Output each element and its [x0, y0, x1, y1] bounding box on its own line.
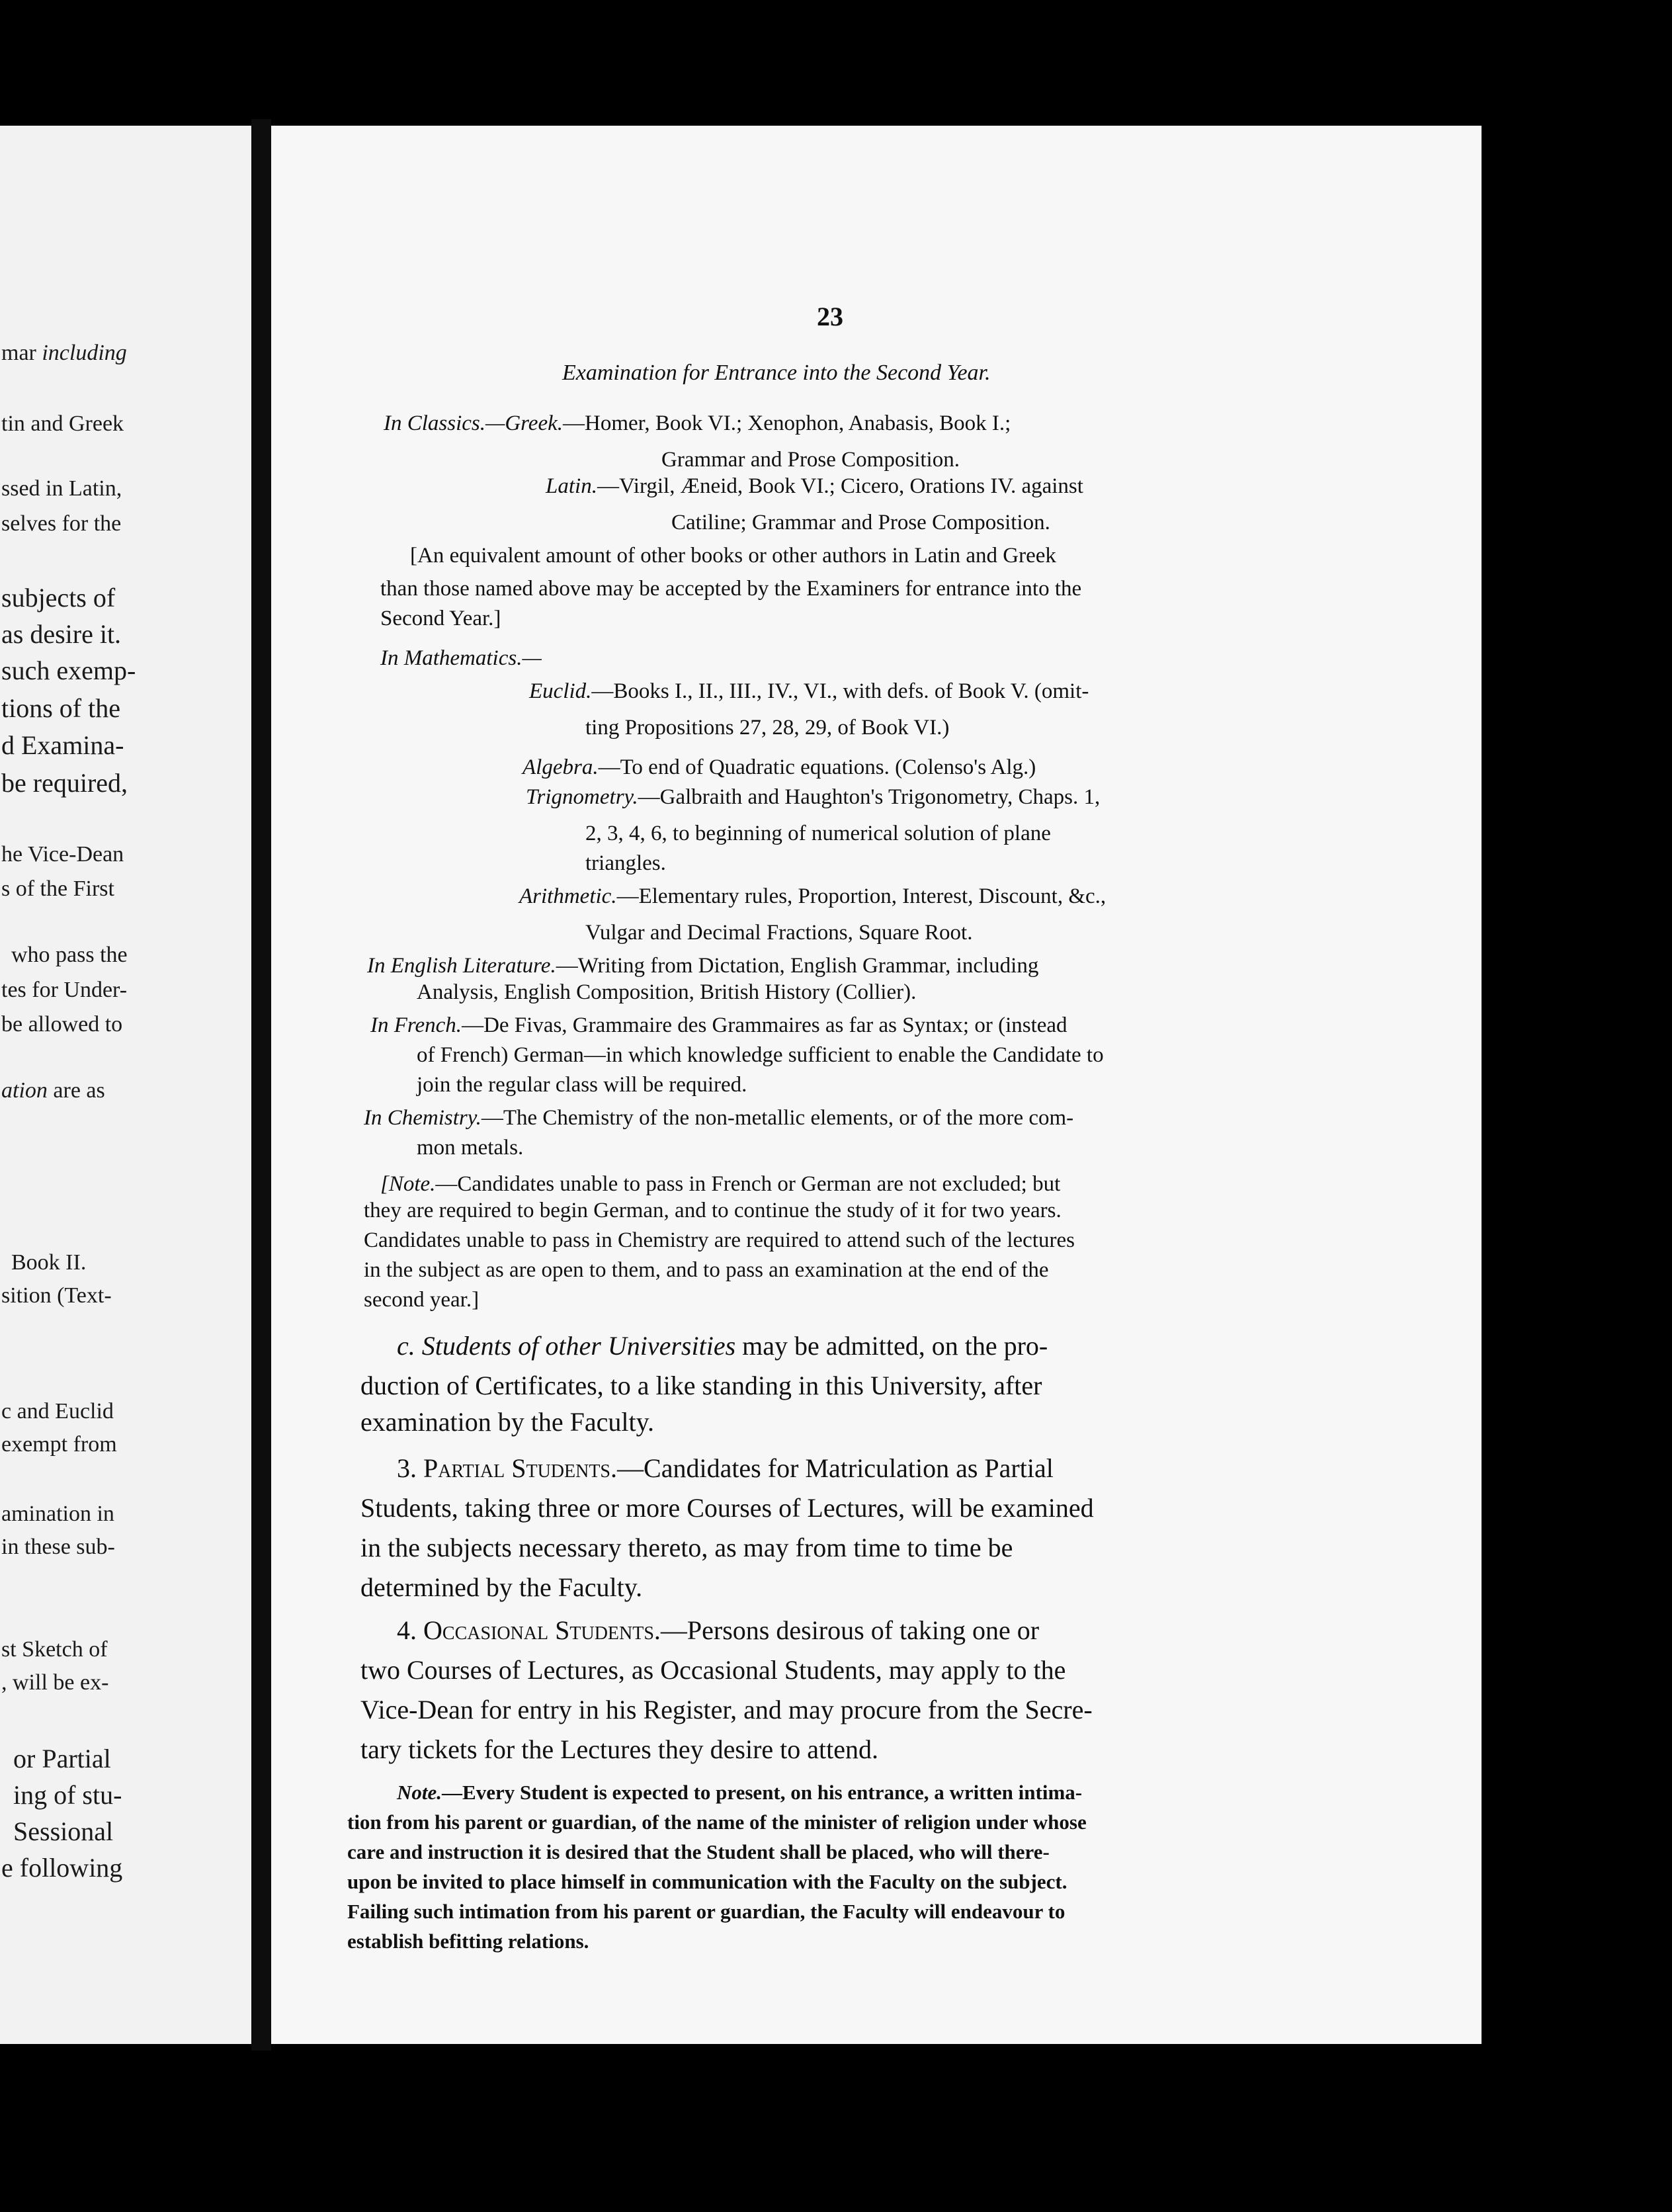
body-line: [347, 1839, 1050, 1865]
line-text: Analysis, English Composition, British History (Collier).: [417, 980, 917, 1004]
line-text: of French) German—in which knowledge sufficient to enable the Candidate to: [417, 1043, 1104, 1067]
body-line: [671, 509, 1050, 536]
body-line: [417, 1042, 1104, 1068]
body-line: [380, 575, 1081, 602]
left-line-text: mar: [1, 341, 42, 365]
line-text: in the subjects necessary thereto, as may from time to time be: [360, 1533, 1013, 1562]
line-text: Vulgar and Decimal Fractions, Square Root.: [585, 921, 973, 945]
left-page-line: [1, 1535, 115, 1560]
left-line-text: or Partial: [13, 1744, 111, 1773]
line-text: —The Chemistry of the non-metallic elements, or of the more com-: [481, 1106, 1074, 1130]
line-text: —Writing from Dictation, English Grammar, including: [556, 954, 1039, 978]
line-lead: In Chemistry.: [364, 1106, 481, 1130]
line-lead: [Note.: [380, 1172, 436, 1196]
body-line: [397, 1617, 1039, 1644]
line-text: —Galbraith and Haughton's Trigonometry, Chaps. 1,: [638, 785, 1101, 809]
body-line: [522, 754, 1036, 781]
left-line-text: c and Euclid: [1, 1399, 114, 1424]
left-page-line: [11, 943, 128, 968]
left-line-text: as desire it.: [1, 619, 122, 649]
line-text: —To end of Quadratic equations. (Colenso's Alg.): [598, 755, 1036, 779]
left-line-text: tes for Under-: [1, 978, 128, 1002]
body-line: [347, 1928, 589, 1955]
body-line: [585, 850, 666, 876]
body-line: [397, 1333, 1048, 1359]
left-page-line: [1, 411, 124, 437]
line-text: [An equivalent amount of other books or other authors in Latin and Greek: [410, 544, 1056, 568]
body-line: [347, 1809, 1087, 1836]
left-line-text: such exemp-: [1, 656, 136, 685]
line-lead: In English Literature.: [367, 954, 556, 978]
line-text: —De Fivas, Grammaire des Grammaires as far as Syntax; or (instead: [462, 1013, 1067, 1037]
page-number: 23: [817, 302, 843, 331]
left-page-line: [1, 618, 121, 650]
left-line-text: ing of stu-: [13, 1780, 122, 1810]
left-page-line: [1, 655, 136, 686]
left-line-text: exempt from: [1, 1432, 117, 1457]
line-text: they are required to begin German, and to continue the study of it for two years.: [364, 1199, 1062, 1222]
left-page-line: [1, 730, 124, 761]
body-line: [397, 1455, 1054, 1482]
left-page-line: [1, 1670, 108, 1695]
left-line-text: be allowed to: [1, 1012, 123, 1037]
line-text: second year.]: [364, 1288, 480, 1312]
left-line-emphasis: including: [42, 341, 127, 365]
body-line: [417, 1134, 523, 1161]
line-text: —Persons desirous of taking one or: [660, 1615, 1040, 1645]
left-page-line: [1, 842, 124, 867]
body-line: [360, 1373, 1042, 1399]
line-text: —Homer, Book VI.; Xenophon, Anabasis, Book I.;: [563, 411, 1011, 435]
line-lead: c. Students of other Universities: [397, 1331, 736, 1361]
left-line-text: who pass the: [11, 943, 128, 967]
left-line-text: d Examina-: [1, 730, 124, 760]
body-line: [585, 820, 1051, 847]
line-text: tary tickets for the Lectures they desire to attend.: [360, 1734, 879, 1764]
left-page-line: [1, 1399, 114, 1424]
body-line: [360, 1657, 1066, 1683]
line-text: duction of Certificates, to a like standing in this University, after: [360, 1371, 1042, 1400]
line-text: two Courses of Lectures, as Occasional Students, may apply to the: [360, 1655, 1066, 1685]
left-line-text: subjects of: [1, 583, 116, 613]
left-page-line: [1, 1637, 108, 1662]
line-lead: Latin.: [546, 474, 597, 498]
line-lead: 3. Partial Students.: [397, 1453, 618, 1483]
body-line: [661, 447, 960, 473]
line-lead: Trignometry.: [526, 785, 638, 809]
line-text: examination by the Faculty.: [360, 1407, 654, 1437]
body-line: [347, 1869, 1067, 1895]
line-text: ting Propositions 27, 28, 29, of Book VI.): [585, 716, 950, 740]
left-line-text: tions of the: [1, 693, 120, 723]
line-text: mon metals.: [417, 1136, 524, 1160]
left-page-line: [1, 341, 127, 366]
body-line: [364, 1105, 1073, 1131]
body-line: [585, 919, 972, 946]
body-line: [347, 1898, 1065, 1925]
body-line: [364, 1287, 479, 1313]
left-line-text: st Sketch of: [1, 1637, 108, 1662]
line-text: triangles.: [585, 851, 666, 875]
left-line-text: , will be ex-: [1, 1670, 109, 1695]
line-lead: Note.: [397, 1781, 442, 1804]
body-line: [519, 883, 1106, 910]
left-page-line: [1, 1078, 105, 1103]
body-line: [360, 1535, 1013, 1561]
left-page-line: [13, 1779, 122, 1810]
left-page-line: [1, 693, 120, 724]
left-page-line: [1, 1502, 114, 1527]
left-line-text: in these sub-: [1, 1535, 115, 1559]
body-line: [364, 1197, 1062, 1224]
body-line: [526, 784, 1100, 810]
left-page-line: [11, 1250, 86, 1275]
body-line: [417, 1072, 747, 1098]
body-line: [360, 1409, 654, 1435]
line-text: Candidates unable to pass in Chemistry are required to attend such of the lectures: [364, 1228, 1075, 1252]
line-text: in the subject as are open to them, and to pass an examination at the end of the: [364, 1258, 1049, 1282]
line-text: join the regular class will be required.: [417, 1073, 747, 1097]
body-line: [585, 714, 949, 741]
left-line-text: selves for the: [1, 511, 122, 536]
left-page-line: [1, 511, 121, 536]
body-line: [410, 542, 1056, 569]
left-page-line: [1, 978, 127, 1003]
body-line: [397, 1779, 1082, 1806]
left-line-emphasis: ation: [1, 1078, 48, 1103]
line-text: care and instruction it is desired that the Student shall be placed, who will there-: [347, 1840, 1050, 1863]
line-text: —Candidates for Matriculation as Partial: [617, 1453, 1054, 1483]
body-line: [546, 473, 1083, 499]
left-page: [0, 126, 251, 2044]
body-line: [367, 953, 1038, 979]
left-page-line: [1, 1432, 117, 1457]
section-heading: Examination for Entrance into the Second Year.: [562, 361, 991, 385]
left-line-text: Sessional: [13, 1816, 114, 1846]
left-page-line: [13, 1816, 113, 1847]
left-line-text: amination in: [1, 1502, 114, 1526]
line-text: than those named above may be accepted by the Examiners for entrance into the: [380, 577, 1082, 601]
left-page-line: [1, 1283, 112, 1308]
left-line-post: are as: [47, 1078, 105, 1103]
line-text: 2, 3, 4, 6, to beginning of numerical solution of plane: [585, 822, 1051, 845]
left-page-line: [13, 1743, 111, 1774]
line-lead: Algebra.: [522, 755, 599, 779]
line-text: Catiline; Grammar and Prose Composition.: [671, 511, 1050, 534]
line-text: Vice-Dean for entry in his Register, and may procure from the Secre-: [360, 1695, 1093, 1724]
line-lead: In Classics.—Greek.: [384, 411, 563, 435]
line-lead: In French.: [370, 1013, 462, 1037]
body-line: [360, 1736, 878, 1763]
body-line: [384, 410, 1011, 437]
line-text: Grammar and Prose Composition.: [661, 448, 960, 472]
left-page-line: [1, 1012, 122, 1037]
line-lead: In Mathematics.—: [380, 646, 542, 670]
body-line: [360, 1495, 1094, 1521]
line-lead: Euclid.: [529, 679, 592, 703]
body-line: [380, 605, 501, 632]
line-text: establish befitting relations.: [347, 1930, 589, 1953]
left-line-text: Book II.: [11, 1250, 87, 1275]
left-page-line: [1, 767, 128, 798]
left-line-text: be required,: [1, 768, 128, 798]
line-text: —Candidates unable to pass in French or German are not excluded; but: [435, 1172, 1061, 1196]
page-gutter: [251, 119, 271, 2051]
body-line: [360, 1697, 1093, 1723]
left-line-text: sition (Text-: [1, 1283, 112, 1308]
left-line-text: s of the First: [1, 876, 114, 901]
body-line: [364, 1257, 1049, 1283]
line-text: may be admitted, on the pro-: [735, 1331, 1048, 1361]
left-line-text: tin and Greek: [1, 411, 124, 436]
line-text: —Elementary rules, Proportion, Interest, Discount, &c.,: [616, 884, 1107, 908]
body-line: [380, 645, 542, 671]
line-text: tion from his parent or guardian, of the name of the minister of religion under whose: [347, 1810, 1087, 1834]
line-lead: 4. Occasional Students.: [397, 1615, 661, 1645]
body-line: [417, 979, 916, 1005]
body-line: [364, 1227, 1075, 1254]
body-line: [380, 1171, 1060, 1197]
left-page-line: [1, 476, 122, 501]
line-text: Students, taking three or more Courses of Lectures, will be examined: [360, 1493, 1094, 1523]
line-text: determined by the Faculty.: [360, 1572, 643, 1602]
left-page-line: [1, 582, 115, 613]
left-line-text: he Vice-Dean: [1, 842, 124, 867]
body-line: [370, 1012, 1067, 1039]
line-text: Second Year.]: [380, 607, 501, 630]
line-lead: Arithmetic.: [519, 884, 617, 908]
left-page-line: [1, 876, 114, 902]
line-text: Failing such intimation from his parent or guardian, the Faculty will endeavour to: [347, 1900, 1066, 1923]
line-text: upon be invited to place himself in communication with the Faculty on the subject.: [347, 1870, 1067, 1893]
left-line-text: e following: [1, 1853, 123, 1883]
left-line-text: ssed in Latin,: [1, 476, 122, 501]
body-line: [529, 678, 1089, 704]
line-text: —Virgil, Æneid, Book VI.; Cicero, Orations IV. against: [597, 474, 1083, 498]
line-text: —Every Student is expected to present, on his entrance, a written intima-: [442, 1781, 1083, 1804]
left-page-line: [1, 1852, 122, 1883]
line-text: —Books I., II., III., IV., VI., with defs. of Book V. (omit-: [591, 679, 1089, 703]
body-line: [360, 1574, 642, 1601]
